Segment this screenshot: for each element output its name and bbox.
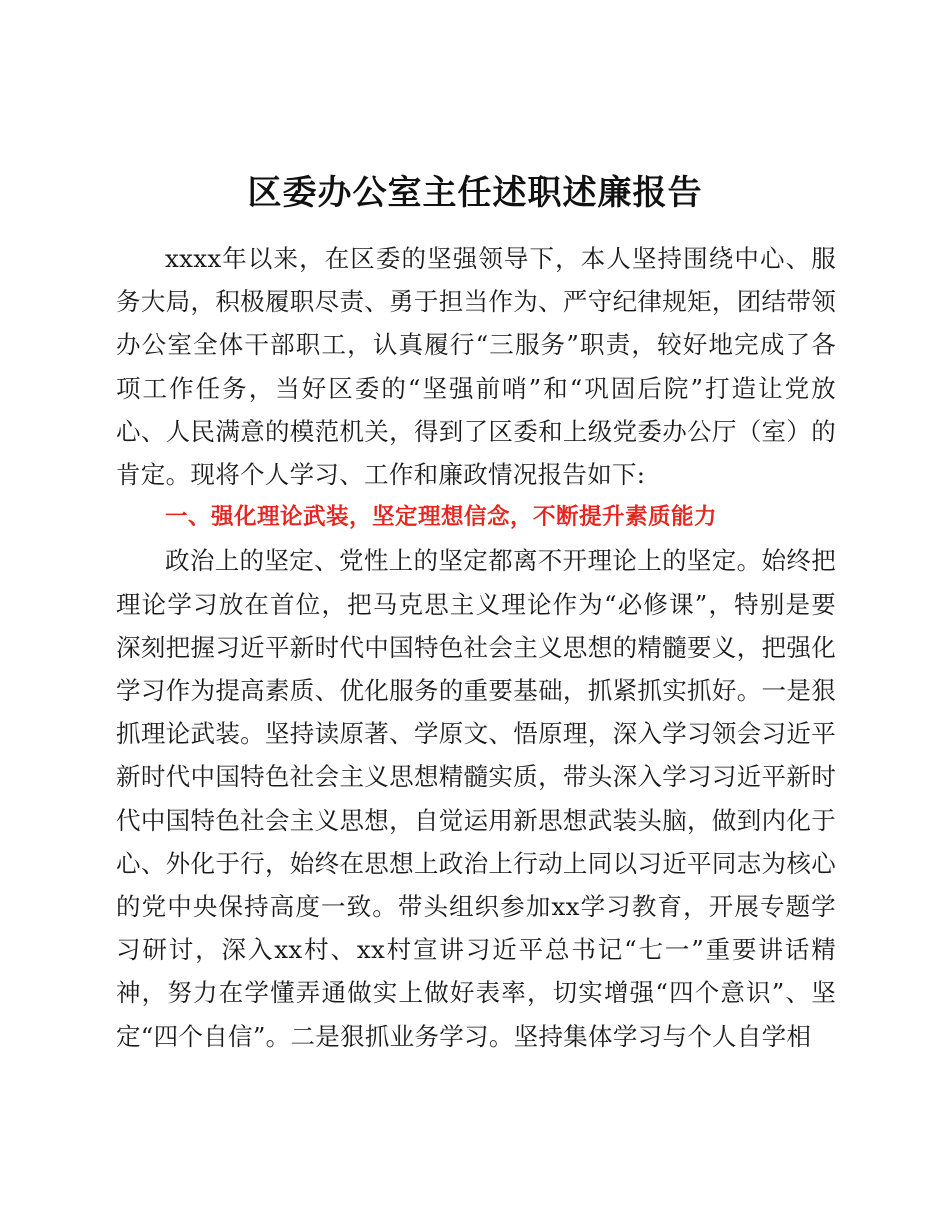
intro-paragraph: xxxx年以来，在区委的坚强领导下，本人坚持围绕中心、服务大局，积极履职尽责、勇于担当作为、严守纪律规矩，团结带领办公室全体干部职工，认真履行“三服务”职责，较好地完成了各项工作任务，当好区委的“坚强前哨”和“巩固后院”打造让党放心、人民满意的模范机关，得到了区委和上级党委办公厅（室）的肯定。现将个人学习、工作和廉政情况报告如下:: [116, 244, 836, 490]
page-title: 区委办公室主任述职述廉报告: [247, 173, 703, 213]
document-body: [116, 237, 836, 1058]
section-heading-1: 一、强化理论武装，坚定理想信念，不断提升素质能力: [165, 504, 718, 531]
section-paragraph-1: 政治上的坚定、党性上的坚定都离不开理论上的坚定。始终把理论学习放在首位，把马克思主义理论作为“必修课”，特别是要深刻把握习近平新时代中国特色社会主义思想的精髓要义，把强化学习作为提高素质、优化服务的重要基础，抓紧抓实抓好。一是狠抓理论武装。坚持读原著、学原文、悟原理，深入学习领会习近平新时代中国特色社会主义思想精髓实质，带头深入学习习近平新时代中国特色社会主义思想，自觉运用新思想武装头脑，做到内化于心、外化于行，始终在思想上政治上行动上同以习近平同志为核心的党中央保持高度一致。带头组织参加xx学习教育，开展专题学习研讨，深入xx村、xx村宣讲习近平总书记“七一”重要讲话精神，努力在学懂弄通做实上做好表率，切实增强“四个意识”、坚定“四个自信”。二是狠抓业务学习。坚持集体学习与个人自学相: [116, 546, 836, 1051]
